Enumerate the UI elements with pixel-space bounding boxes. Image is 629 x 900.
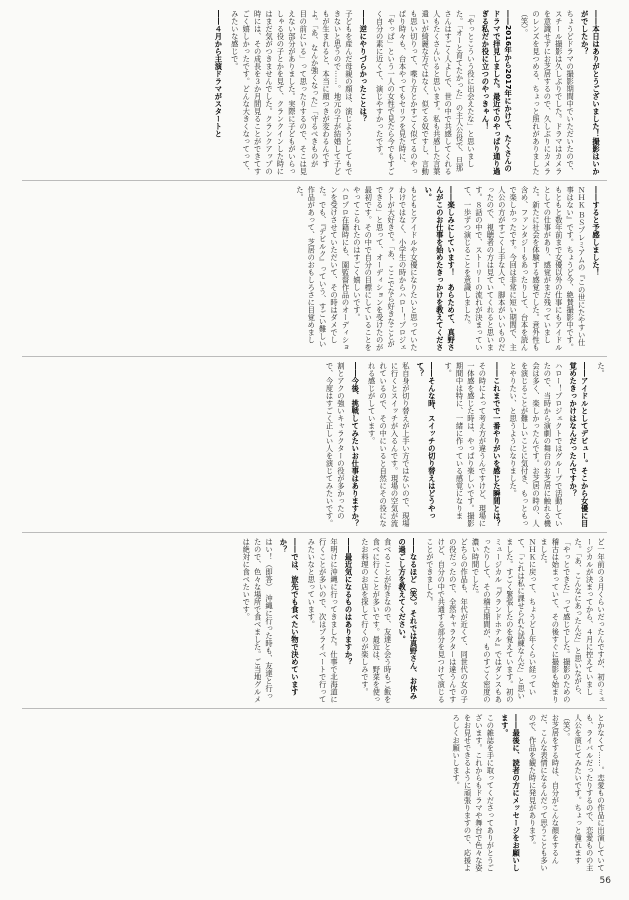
interview-answer: 「やっとこういう役に出会えたな」と思いました。「オーと育てたかった」の主人公役で、旦那さんはすごく人よしで、世の中で共感してくれる人もたくさんいると思います。私も共感した言葉遣いが綺麗な方ではなく、似てる奴ですし、言動も思い切りって、喋り方とかすごく似てるのやっぱり時々も、台本やってもセリフを見た時に、「やっぱ」という一人の女性で見たら今でもすごく自分の素に近くて、演じやすかったです。 (375, 10, 476, 175)
interview-question: ――今後、挑戦してみたいお仕事はありますか？ (351, 362, 361, 527)
interview-answer: この雑誌を手に取ってくださってありがとうございます。これからもドラマや舞台で色々な姿をお見せできるように頑張りますので、応援よろしくお願いします。 (452, 714, 496, 872)
interview-question: ――すると予感しました！ (592, 186, 601, 276)
interview-answer: ハロー！プロジェクトではグループで活動していたので、当時から演劇の舞台のお芝居に触れる機会は多く、楽しかったんです。お芝居の時の、人を演じることが難しいことに気付き、もっともっとやりたい、と思うようになりました。 (509, 362, 564, 527)
interview-question: ――では、旅先でも食べたい物で決めていますか？ (279, 538, 300, 696)
article-text-column (22, 538, 607, 703)
interview-question: ――アイドルとしてデビュー。そこから女優に目覚めたきっかけはなんだったんですか？ (569, 362, 590, 527)
article-tier-1 (22, 10, 607, 175)
tier-divider (22, 356, 607, 357)
tier-divider (22, 708, 607, 709)
article-tier-4 (22, 538, 607, 703)
article-text-column (22, 10, 607, 175)
interview-answer: 子どもを産んだ母親の顔は、演じようとしてもできないと思うので……。地元の子が結婚して子どもが生まれると、本当に顔つきが変わるんですよ。「あ、なんか強くなった」「守るべきものが目の前にいる」って思ったりするので、そこは見えない部分がありました。実際に子どもがいらっしゃる役の子とかを見て、クランクインした時にはまだ気がつきませんでした。クランクアップの時には、その成長を３か月間見ることができてすごく嬉しかったです。どんな大きくなってって、みたいな感じで。 (230, 10, 354, 175)
article-tier-3 (22, 362, 607, 527)
interview-answer: ＮＨＫ ＢＳプレミアムの『この世にたやすい仕事はない』です。ちょうど今、絶賛撮影中です。もともと数年前まで女優以外の仕事にもアイドルとしての仕事があり、感覚がまだ残っていました。新たに社会を体験する感覚でした。意外性も含め、ファンタジーもあったりして、台本を読んで楽しかったです。今回は非常に短い期間で、主人公の方がすごく上手な人で、脚本がいいものだったので、視聴者の方は見ていてくれると思います。８話の中で、ストーリーの流れが決まっていて、一歩ずつ演じることを意識しました。 (463, 186, 587, 351)
interview-question: ――４月から主演ドラマがスタートと (214, 10, 224, 138)
tier-divider (22, 180, 607, 181)
interview-answer: その時によって考え方が違うんですけど、現場に一体感を感じた時は、やっぱり楽しいです。撮影期間中は特に、一緒に作っている感覚になります。 (444, 362, 488, 527)
interview-answer: 割とアクの強いキャラクターの役が多かったので、今度はすごく正しい人を演じてみたいです。 (325, 362, 346, 527)
interview-answer: ハロプロ在籍時にも、園監督作品のオーディションを受けさせていただいて、その時はダメでした。でも、『デビルク』っていう、すごい難しい作品があって、芝居のおもしろさに目覚めました。 (295, 186, 351, 351)
page-number: 56 (599, 876, 611, 886)
interview-question: ――逆にやりづらかったことは？ (359, 10, 369, 123)
article-text-column (22, 362, 607, 527)
interview-question: ――なるほど（笑）。それでは真野さん、お休みの過ごし方を教えてください。 (398, 538, 419, 700)
article-text-column (22, 186, 607, 351)
interview-answer: 私自身が切り替えが上手い方ではないので、現場に行くとスイッチが入るんです。現場の空気が流れているので、その中にいると自然にその役になれる感じがしています。 (367, 362, 411, 527)
interview-question: ――そんな時、スイッチの切り替えはどうやって？ (416, 362, 437, 520)
interview-answer: もともとアイドルや女優になりたいと思っていたわけではなく、小学生の時からハロー！プロジェクトが大好きで。「あ、ここでなら好きなことができる」と思って、オーディションを受けたのが最初です。その中で自分の目標にしていることをやってこられたのはすごく嬉しいです。 (352, 186, 419, 351)
interview-answer: ど一年前の３月くらいだったんですが、初のミュージカルが決まってから、４月に控えていました。「あ、こんなにあったんだ」と思いながら、「やっとできた」って感じでした。撮影のための稽古は始まっていて、その後すぐに撮影も始まりました。 (539, 538, 606, 703)
interview-answer: 食べることが好きなので、友達と会う時もご飯を食べに行くことが多いです。最近は、野菜を使ったお料理のお店を探して行くのが楽しみです。 (360, 538, 393, 703)
interview-answer: はい！（即答） 沖縄に行った時も、友達と行ったので、色々な場所で食べました。ご当地グルメは絶対に食べたいです。 (242, 538, 275, 703)
interview-answer: ＮＨＫに戻って、ちょうど１年くらい経っていて、「これは私に課せられた試練なんだ」と思いました。すごく緊張したのを覚えています。初のミュージカル『グランドホテル』ではダンスもあったりして、その稽古期間が、ものすごく密度の濃い時間でした。 (471, 538, 538, 703)
interview-question: ――これまでで一番やりがいを感じた瞬間とは？ (492, 362, 502, 527)
interview-question: ――2016年から2017年にかけて、たくさんのドラマで拝見しました。最近でのやっぱり通り過ぎる私だか役に立つのやっきゃん！ (481, 10, 514, 175)
article-text-column (22, 714, 607, 874)
interview-answer: どちらの作品も、年代が近くて、同世代の女の子の役だったので、全然キャラクターは違うんですけど、自分の中で共通する部分を見つけて演じることができました。 (425, 538, 470, 703)
interview-question: ――最後に、読者の方にメッセージをお願いします。 (500, 714, 522, 872)
article-tier-2 (22, 186, 607, 351)
interview-question: ――楽しみにしています！ あらためて、真野さんがこのお仕事を始めたきっかけを教えてください。 (424, 186, 457, 351)
interview-question: ――最近気になるものはありますか？ (344, 538, 354, 666)
interview-question: ――本日はありがとうございました！撮影はいかがでしたか？ (580, 10, 601, 175)
tier-divider (22, 532, 607, 533)
interview-answer: とかなくて……。恋愛もの作品に出演していても、ライバルだったりするので、恋愛ものの主人公を演じてみたいです。ちょっと憧れます（笑）。 (562, 714, 606, 872)
interview-answer: ちょうどドラマの撮影期間中でいただいたので、スチール撮影は久しぶりでした。ドラマはカメラを意識せずにお芝居するので、久しぶりにカメラのレンズを見つめる、ちょっと照れがありました（笑）。 (520, 10, 576, 175)
interview-answer: 年明けに沖縄に行ってきました。仕事で北海道に行くことが多いので、次はプライベートで行ってみたいなと思っています。 (307, 538, 340, 703)
article-tier-5 (22, 714, 607, 874)
interview-answer: た。 (597, 362, 606, 377)
interview-answer: お芝居をする時は、自分がこんな顔をするんだ、こんな表情になるんだって思うことも多いので、作品を観た時に発見があります。 (528, 714, 561, 872)
